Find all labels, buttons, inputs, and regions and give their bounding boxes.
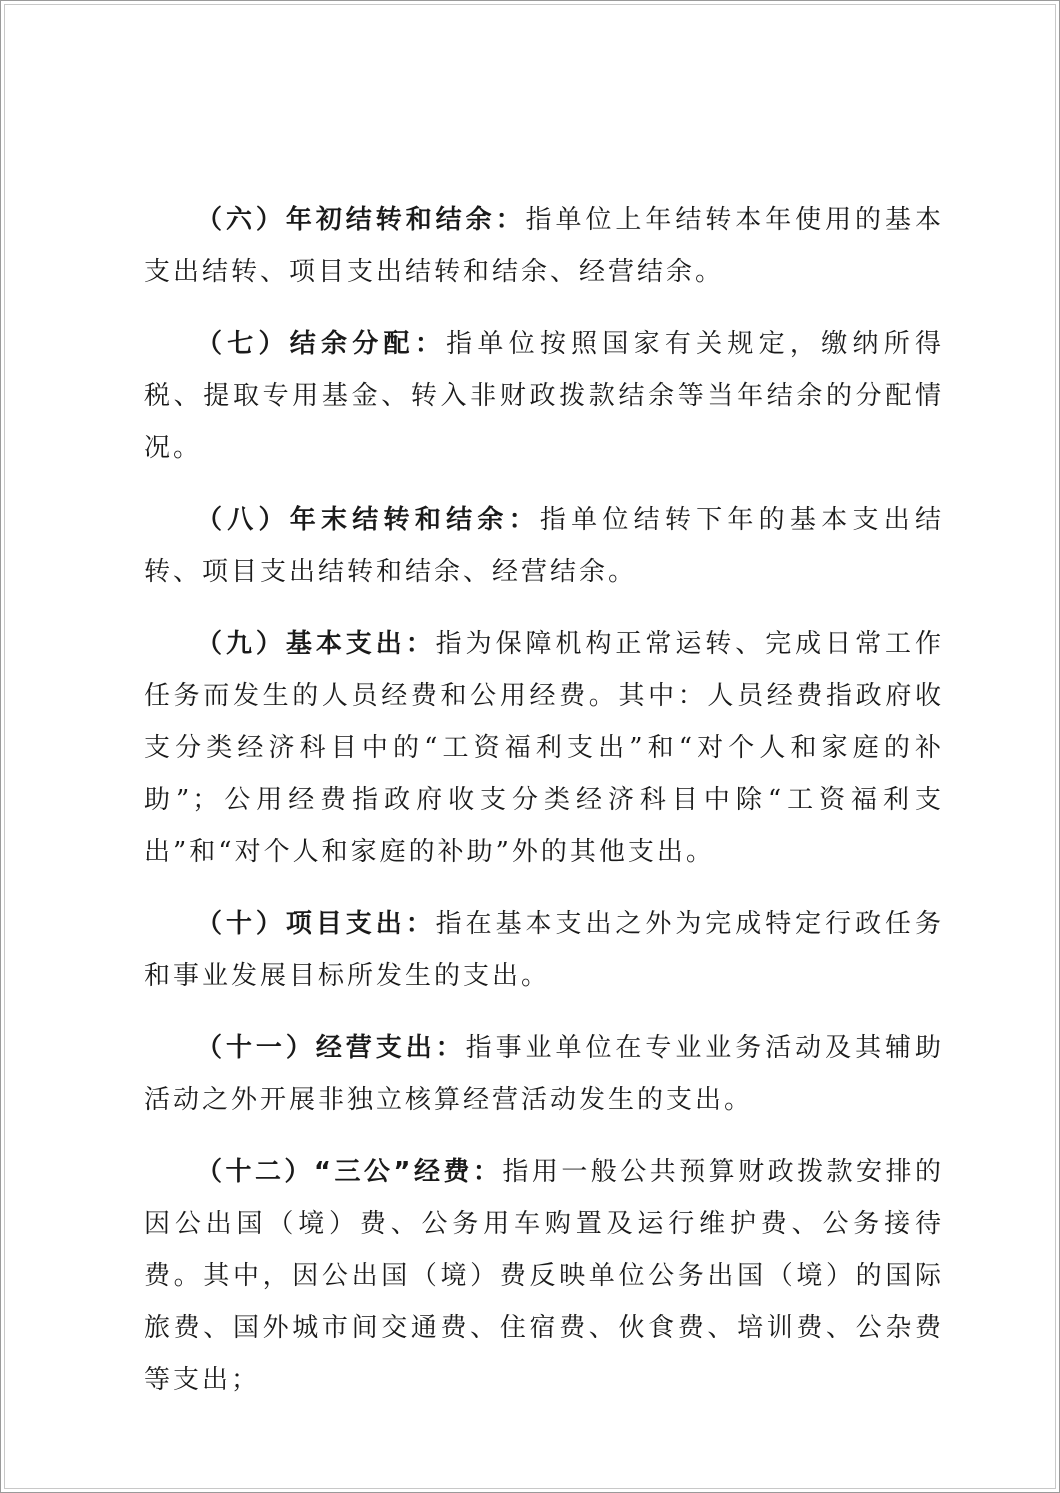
paragraph-san-gong-jing-fei — [144, 1146, 944, 1406]
term-definition: 指单位结转下年的基本支出结转、项目支出结转和结余、经营结余。 — [144, 505, 944, 587]
paragraph-xiang-mu-zhi-chu — [144, 898, 944, 1002]
term-heading: （十）项目支出： — [196, 909, 436, 939]
term-definition: 指为保障机构正常运转、完成日常工作任务而发生的人员经费和公用经费。其中：人员经费指政府收支分类经济科目中的“工资福利支出”和“对个人和家庭的补助”；公用经费指政府收支分类经济科目中除“工资福利支出”和“对个人和家庭的补助”外的其他支出。 — [144, 629, 944, 867]
term-heading: （十二）“三公”经费： — [196, 1157, 503, 1187]
term-heading: （八）年末结转和结余： — [196, 505, 540, 535]
paragraph-gap — [144, 1126, 944, 1146]
term-definition: 指单位按照国家有关规定，缴纳所得税、提取专用基金、转入非财政拨款结余等当年结余的分配情况。 — [144, 329, 944, 463]
paragraph-gap — [144, 298, 944, 318]
term-definition: 指在基本支出之外为完成特定行政任务和事业发展目标所发生的支出。 — [144, 909, 944, 991]
term-heading: （七）结余分配： — [196, 329, 447, 359]
paragraph-ji-ben-zhi-chu — [144, 618, 944, 878]
paragraph-gap — [144, 474, 944, 494]
document-body — [144, 194, 944, 1406]
paragraph-gap — [144, 1002, 944, 1022]
term-definition: 指用一般公共预算财政拨款安排的因公出国（境）费、公务用车购置及运行维护费、公务接待费。其中，因公出国（境）费反映单位公务出国（境）的国际旅费、国外城市间交通费、住宿费、伙食费、培训费、公杂费等支出； — [144, 1157, 944, 1395]
term-definition: 指事业单位在专业业务活动及其辅助活动之外开展非独立核算经营活动发生的支出。 — [144, 1033, 944, 1115]
paragraph-jing-ying-zhi-chu — [144, 1022, 944, 1126]
paragraph-nian-mo-jie-zhuan — [144, 494, 944, 598]
paragraph-nian-chu-jie-zhuan — [144, 194, 944, 298]
paragraph-gap — [144, 598, 944, 618]
term-definition: 指单位上年结转本年使用的基本支出结转、项目支出结转和结余、经营结余。 — [144, 205, 944, 287]
term-heading: （六）年初结转和结余： — [196, 205, 526, 235]
paragraph-jie-yu-fen-pei — [144, 318, 944, 474]
term-heading: （九）基本支出： — [196, 629, 436, 659]
paragraph-gap — [144, 878, 944, 898]
term-heading: （十一）经营支出： — [196, 1033, 466, 1063]
